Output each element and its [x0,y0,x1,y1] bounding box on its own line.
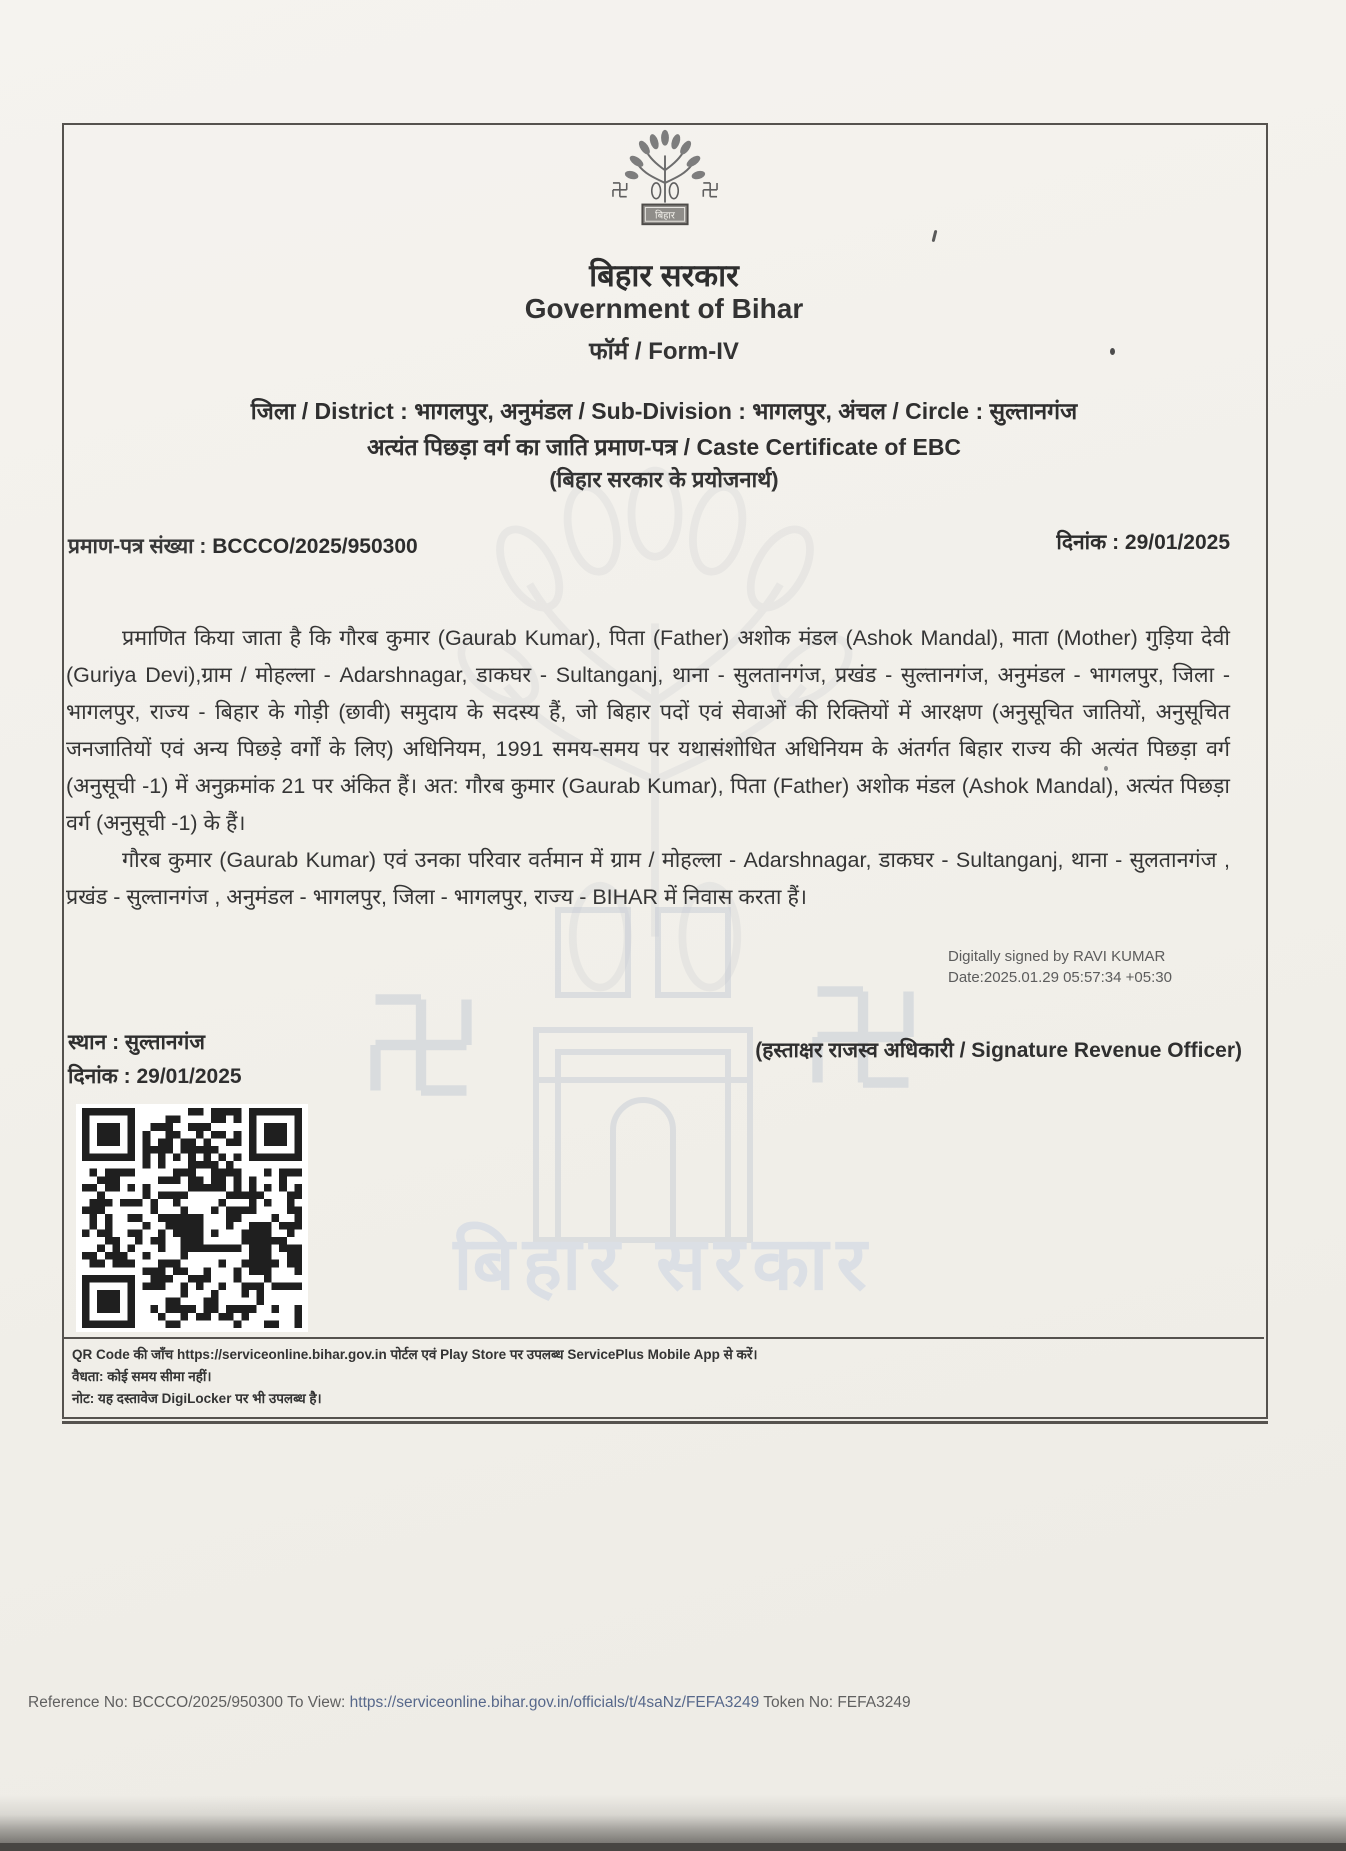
watermark-text: बिहार सरकार [453,1222,875,1305]
qr-note-line-2: वैधता: कोई समय सीमा नहीं। [72,1369,212,1384]
digital-signature-line2: Date:2025.01.29 05:57:34 +05:30 [948,969,1172,986]
certificate-number-value: BCCCO/2025/950300 [212,535,418,558]
emblem-banner: बिहार [655,210,675,222]
issue-date: दिनांक : 29/01/2025 [1056,531,1230,554]
certificate-number-label: प्रमाण-पत्र संख्या : [68,535,213,558]
bihar-emblem-icon [600,126,730,234]
paragraph-2: गौरब कुमार (Gaurab Kumar) एवं उनका परिवार वर्तमान में ग्राम / मोहल्ला - Adarshnagar, डाकघर - Sultanganj, थाना - सुलतानगंज , प्रखंड - सुल्तानगंज , अनुमंडल - भागलपुर, जिला - भागलपुर, राज्य - BIHAR में निवास करता हैं। [66,848,1230,909]
scanner-edge-strip [0,1843,1346,1851]
form-line: फॉर्म / Form-IV [589,338,739,365]
digital-signature-note [948,946,1172,988]
scan-speck [1110,348,1115,355]
footer-reference [28,1694,911,1712]
footer-reference-label: Reference No: BCCCO/2025/950300 To View: [28,1694,350,1711]
footer-token: Token No: FEFA3249 [759,1694,911,1711]
qr-note-line-3: नोट: यह दस्तावेज DigiLocker पर भी उपलब्ध है। [72,1391,322,1406]
signature-date: दिनांक : 29/01/2025 [68,1065,242,1088]
certificate-title: अत्यंत पिछड़ा वर्ग का जाति प्रमाण-पत्र / Caste Certificate of EBC [366,434,962,460]
qr-note-box [62,1337,1264,1413]
scan-speck [932,230,938,242]
qr-code-icon [76,1104,308,1332]
digital-signature-line1: Digitally signed by RAVI KUMAR [948,948,1166,965]
certificate-bottom-rule [62,1421,1268,1424]
officer-signature-label: (हस्ताक्षर राजस्व अधिकारी / Signature Revenue Officer) [755,1039,1242,1062]
title-hindi: बिहार सरकार [589,258,739,293]
signature-place: स्थान : सुल्तानगंज [68,1031,205,1054]
purpose-line: (बिहार सरकार के प्रयोजनार्थ) [549,467,779,492]
paragraph-1: प्रमाणित किया जाता है कि गौरब कुमार (Gaurab Kumar), पिता (Father) अशोक मंडल (Ashok Mandal), माता (Mother) गुड़िया देवी (Guriya Devi),ग्राम / मोहल्ला - Adarshnagar, डाकघर - Sultanganj, थाना - सुलतानगंज, प्रखंड - सुल्तानगंज, अनुमंडल - भागलपुर, जिला - भागलपुर, राज्य - बिहार के गोड़ी (छावी) समुदाय के सदस्य हैं, जो बिहार पदों एवं सेवाओं की रिक्तियों में आरक्षण (अनुसूचित जातियों, अनुसूचित जनजातियों एवं अन्य पिछड़े वर्गों के लिए) अधिनियम, 1991 समय-समय पर यथासंशोधित अधिनियम के अंतर्गत बिहार राज्य की अत्यंत पिछड़ा वर्ग (अनुसूची -1) में अनुक्रमांक 21 पर अंकित हैं। अत: गौरब कुमार (Gaurab Kumar), पिता (Father) अशोक मंडल (Ashok Mandal), अत्यंत पिछड़ा वर्ग (अनुसूची -1) के हैं। [66,626,1230,835]
qr-note-line-1: QR Code की जाँच https://serviceonline.bihar.gov.in पोर्टल एवं Play Store पर उपलब्ध ServicePlus Mobile App से करें। [72,1347,758,1362]
title-english: Government of Bihar [524,293,804,324]
watermark-structure-icon [518,900,768,1250]
scan-speck [1104,766,1108,771]
footer-reference-url: https://serviceonline.bihar.gov.in/officials/t/4saNz/FEFA3249 [349,1694,760,1711]
district-line: जिला / District : भागलपुर, अनुमंडल / Sub-Division : भागलपुर, अंचल / Circle : सुल्तानगंज [250,398,1078,424]
